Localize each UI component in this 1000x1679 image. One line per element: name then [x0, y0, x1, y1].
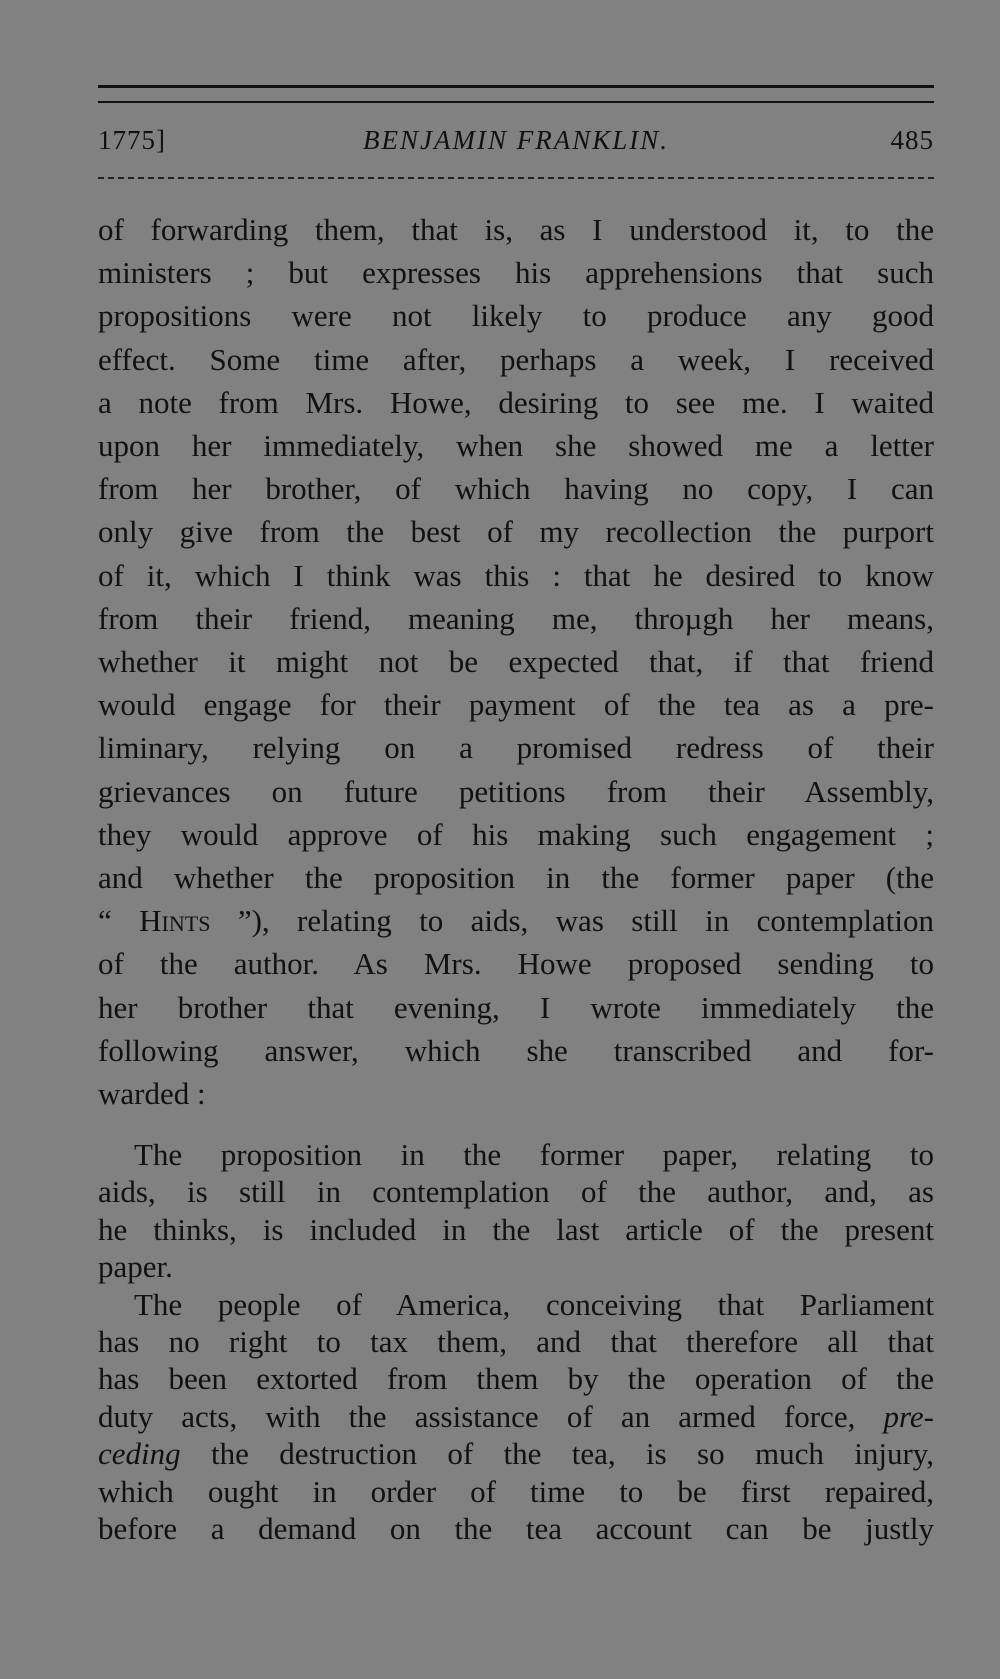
text-line: ministers ; but expresses his apprehensions that such — [98, 255, 934, 291]
text-line: liminary, relying on a promised redress of their — [98, 730, 934, 766]
text-line: whether it might not be expected that, if that friend — [98, 644, 934, 680]
extract-line: has been extorted from them by the operation of the — [98, 1361, 934, 1397]
extract-line: before a demand on the tea account can be justly — [98, 1511, 934, 1547]
extract-line: The people of America, conceiving that Parliament — [134, 1286, 934, 1322]
head-rule — [98, 177, 934, 179]
body-paragraph — [98, 208, 934, 1115]
hints-word: Hints — [139, 903, 211, 939]
text-line: following answer, which she transcribed and for- — [98, 1032, 934, 1068]
text-line: warded : — [98, 1076, 206, 1112]
top-rule-thin — [98, 101, 934, 103]
text-line: from their friend, meaning me, throµgh her means, — [98, 600, 934, 636]
italic-pre: pre- — [883, 1398, 934, 1434]
preceding-line-rest: the destruction of the tea, is so much injury, — [180, 1436, 934, 1472]
extract-line: aids, is still in contemplation of the author, and, as — [98, 1174, 934, 1210]
text-line: of the author. As Mrs. Howe proposed sending to — [98, 946, 934, 982]
text-line: a note from Mrs. Howe, desiring to see me. I waited — [98, 384, 934, 420]
extract-line: paper. — [98, 1249, 173, 1285]
italic-ceding: ceding — [98, 1436, 181, 1472]
text-line: they would approve of his making such engagement ; — [98, 816, 934, 852]
text-line: propositions were not likely to produce any good — [98, 298, 934, 334]
extract-line: The proposition in the former paper, relating to — [134, 1137, 934, 1172]
quoted-letter — [98, 1136, 934, 1547]
extract-line-with-italic — [98, 1398, 934, 1435]
open-quote: “ — [98, 903, 140, 939]
page-number: 485 — [890, 125, 934, 155]
extract-line-text: duty acts, with the assistance of an armed force, — [98, 1398, 856, 1434]
extract-line: he thinks, is included in the last article of the present — [98, 1211, 934, 1247]
top-rule-thick — [98, 85, 934, 88]
text-line: from her brother, of which having no copy, I can — [98, 471, 934, 507]
extract-line-preceding — [98, 1435, 934, 1472]
text-line: her brother that evening, I wrote immediately the — [98, 989, 934, 1025]
text-line-hints — [98, 899, 934, 942]
text-line: of forwarding them, that is, as I understood it, to the — [98, 212, 934, 247]
text-line: of it, which I think was this : that he desired to know — [98, 557, 934, 593]
text-line: would engage for their payment of the tea as a pre- — [98, 687, 934, 723]
text-line: only give from the best of my recollection the purport — [98, 514, 934, 550]
running-head-year: 1775] — [98, 125, 166, 155]
extract-line: which ought in order of time to be first repaired, — [98, 1473, 934, 1509]
hints-line-rest: ”), relating to aids, was still in contemplation — [210, 903, 934, 939]
text-line: effect. Some time after, perhaps a week, I received — [98, 341, 934, 377]
extract-line: has no right to tax them, and that therefore all that — [98, 1324, 934, 1360]
running-head-title: BENJAMIN FRANKLIN. — [363, 125, 669, 155]
text-line: grievances on future petitions from their Assembly, — [98, 773, 934, 809]
text-line: upon her immediately, when she showed me a letter — [98, 428, 934, 464]
text-line: and whether the proposition in the former paper (the — [98, 860, 934, 896]
running-head — [98, 120, 934, 160]
